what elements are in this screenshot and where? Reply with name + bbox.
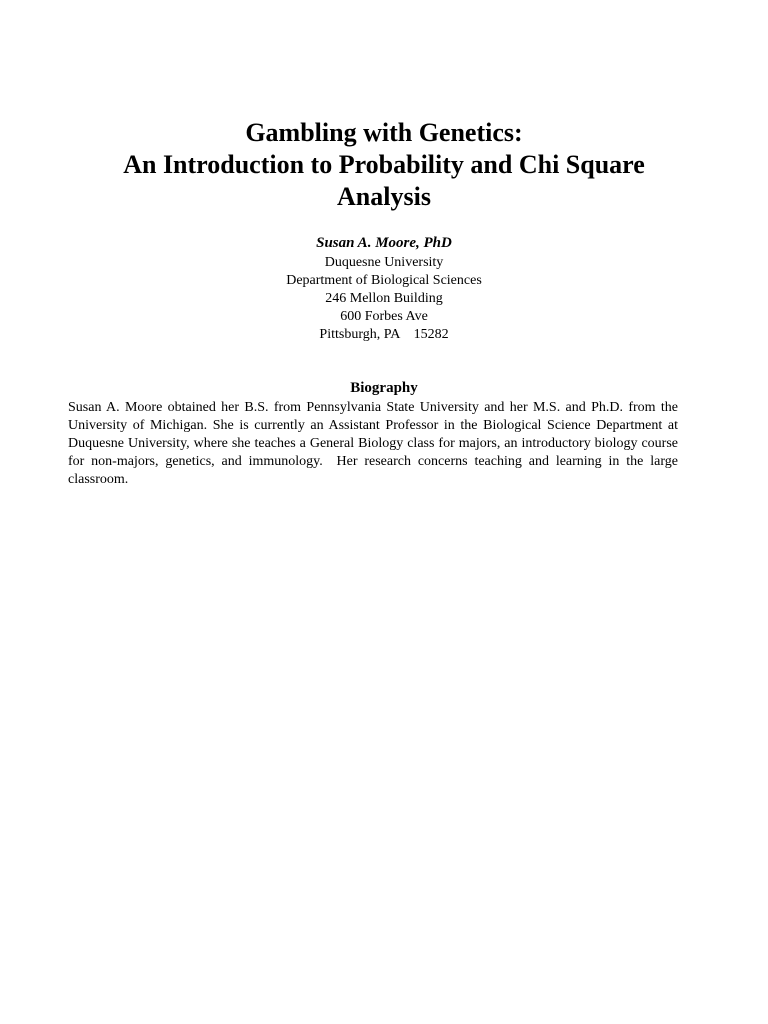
affiliation-department: Department of Biological Sciences [286, 273, 482, 288]
author-block [0, 233, 768, 344]
author-name: Susan A. Moore, PhD [316, 235, 452, 251]
affiliation-street: 600 Forbes Ave [340, 309, 428, 324]
affiliation-building: 246 Mellon Building [325, 291, 443, 306]
title-block [0, 117, 768, 213]
affiliation-university: Duquesne University [324, 255, 444, 270]
biography-heading: Biography [350, 380, 418, 396]
title-line-3: Analysis [337, 182, 431, 211]
title-line-1: Gambling with Genetics: [245, 118, 523, 147]
biography-text: Susan A. Moore obtained her B.S. from Pennsylvania State University and her M.S. and Ph.D. from the University of Michigan. She is currently an Assistant Professor in the Biological Science Department at Duquesne University, where she teaches a General Biology class for majors, an introductory biology course for non-majors, genetics, and immunology. Her research concerns teaching and learning in the large classroom. [68, 400, 682, 487]
title-line-2: An Introduction to Probability and Chi Square [123, 150, 645, 179]
affiliation-city: Pittsburgh, PA 15282 [319, 327, 449, 342]
